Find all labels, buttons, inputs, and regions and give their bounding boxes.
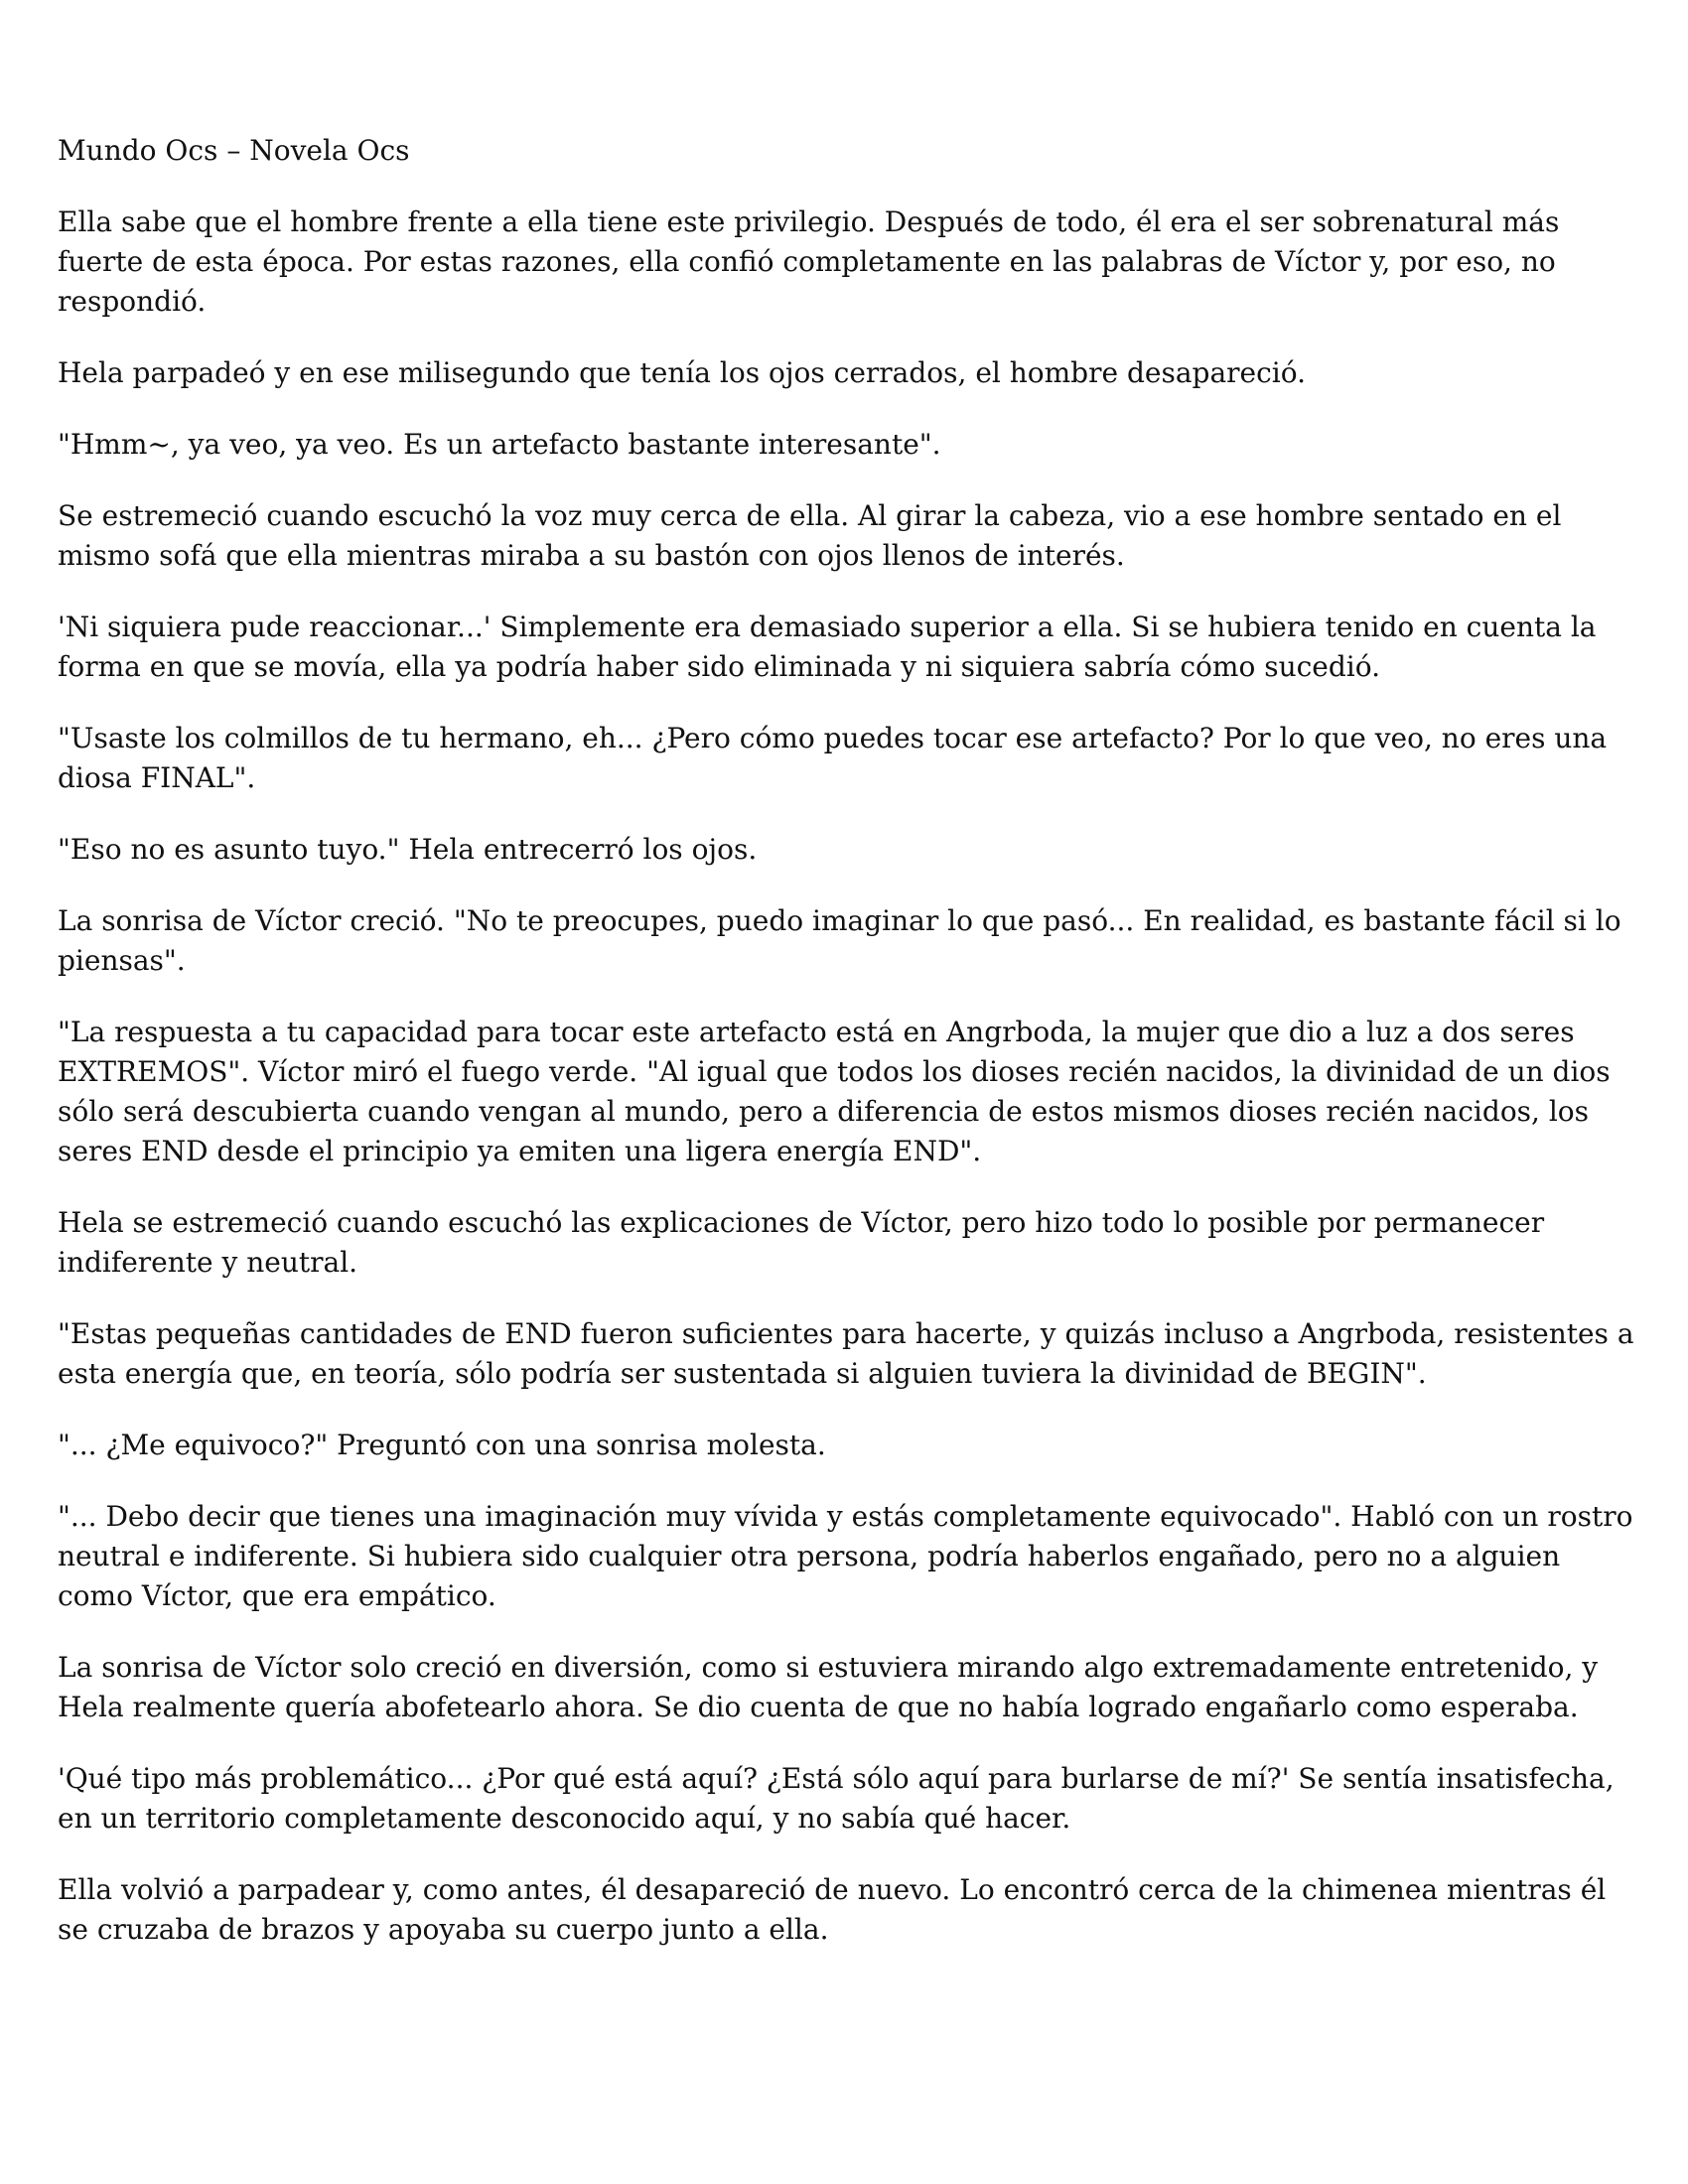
paragraph: "... Debo decir que tienes una imaginación muy vívida y estás completamente equivocado". Habló con un rostro neutral e indiferente. Si hubiera sido cualquier otra persona, podría haberlos engañado, pero no a alguien como Víctor, que era empático. bbox=[58, 1500, 1633, 1612]
paragraph: Ella sabe que el hombre frente a ella tiene este privilegio. Después de todo, él era el ser sobrenatural más fuerte de esta época. Por estas razones, ella confió completamente en las palabras de Víctor y, por eso, no respondió. bbox=[58, 205, 1560, 318]
paragraph: Se estremeció cuando escuchó la voz muy cerca de ella. Al girar la cabeza, vio a ese hombre sentado en el mismo sofá que ella mientras miraba a su bastón con ojos llenos de interés. bbox=[58, 499, 1562, 572]
paragraph: "Estas pequeñas cantidades de END fueron suficientes para hacerte, y quizás incluso a Angrboda, resistentes a esta energía que, en teoría, sólo podría ser sustentada si alguien tuviera la divinidad de BEGIN". bbox=[58, 1317, 1634, 1390]
paragraph: La sonrisa de Víctor solo creció en diversión, como si estuviera mirando algo extremadamente entretenido, y Hela realmente quería abofetearlo ahora. Se dio cuenta de que no había logrado engañarlo como esperaba. bbox=[58, 1651, 1599, 1723]
paragraph: 'Ni siquiera pude reaccionar...' Simplemente era demasiado superior a ella. Si se hubiera tenido en cuenta la forma en que se movía, ella ya podría haber sido eliminada y ni siquiera sabría cómo sucedió. bbox=[58, 611, 1597, 683]
document-page bbox=[58, 131, 1636, 1981]
paragraph: La sonrisa de Víctor creció. "No te preocupes, puedo imaginar lo que pasó... En realidad, es bastante fácil si lo piensas". bbox=[58, 904, 1621, 977]
paragraph: "La respuesta a tu capacidad para tocar este artefacto está en Angrboda, la mujer que dio a luz a dos seres EXTREMOS". Víctor miró el fuego verde. "Al igual que todos los dioses recién nacidos, la divinidad de un dios sólo será descubierta cuando vengan al mundo, pero a diferencia de estos mismos dioses recién nacidos, los seres END desde el principio ya emiten una ligera energía END". bbox=[58, 1016, 1611, 1167]
paragraph: Hela se estremeció cuando escuchó las explicaciones de Víctor, pero hizo todo lo posible por permanecer indiferente y neutral. bbox=[58, 1206, 1545, 1279]
paragraph: Ella volvió a parpadear y, como antes, él desapareció de nuevo. Lo encontró cerca de la chimenea mientras él se cruzaba de brazos y apoyaba su cuerpo junto a ella. bbox=[58, 1873, 1607, 1946]
paragraph: "Eso no es asunto tuyo." Hela entrecerró los ojos. bbox=[58, 833, 758, 866]
paragraph: 'Qué tipo más problemático... ¿Por qué está aquí? ¿Está sólo aquí para burlarse de mí?' Se sentía insatisfecha, en un territorio completamente desconocido aquí, y no sabía qué hacer. bbox=[58, 1762, 1615, 1835]
paragraph: "... ¿Me equivoco?" Preguntó con una sonrisa molesta. bbox=[58, 1429, 826, 1461]
paragraph: "Hmm~, ya veo, ya veo. Es un artefacto bastante interesante". bbox=[58, 428, 941, 461]
paragraph: "Usaste los colmillos de tu hermano, eh... ¿Pero cómo puedes tocar ese artefacto? Por lo que veo, no eres una diosa FINAL". bbox=[58, 722, 1608, 794]
document-header: Mundo Ocs – Novela Ocs bbox=[58, 134, 410, 167]
paragraph: Hela parpadeó y en ese milisegundo que tenía los ojos cerrados, el hombre desapareció. bbox=[58, 356, 1306, 389]
